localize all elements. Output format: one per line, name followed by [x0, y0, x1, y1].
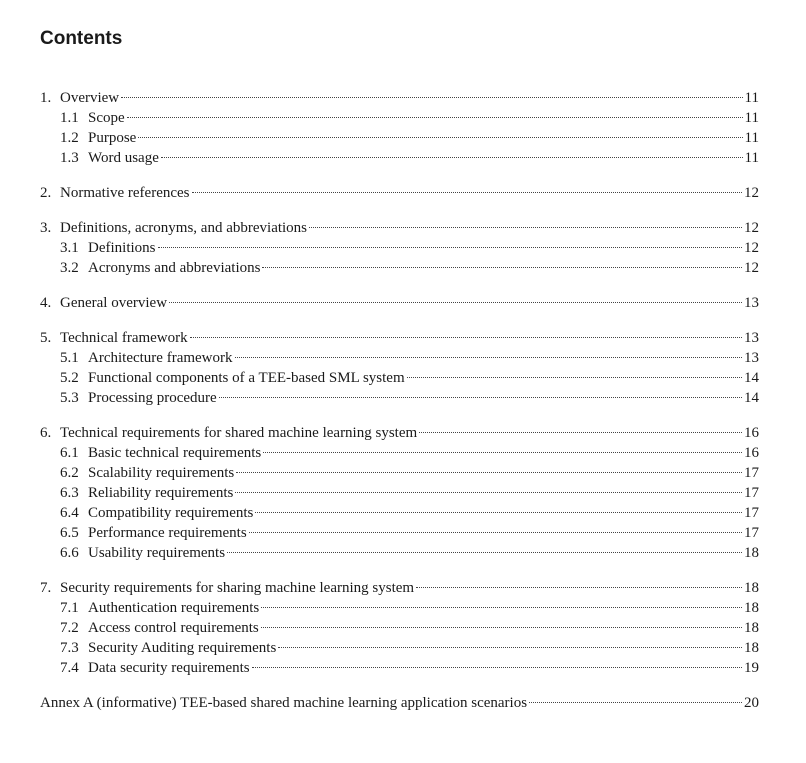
- toc-subentry[interactable]: [40, 543, 759, 563]
- toc-entry-number: 7.: [40, 580, 52, 596]
- toc-page-number: 14: [744, 370, 759, 386]
- toc-subentry[interactable]: [40, 388, 759, 408]
- dot-leader: [190, 337, 742, 338]
- toc-page-number: 12: [744, 185, 759, 201]
- toc-page-number: 18: [744, 545, 759, 561]
- toc-entry-number: 1.1: [60, 110, 79, 126]
- toc-entry-title: Acronyms and abbreviations: [88, 260, 261, 276]
- toc-entry-number: 6.6: [60, 545, 79, 561]
- toc-entry-number: 7.4: [60, 660, 79, 676]
- toc-annex-entry[interactable]: [40, 693, 759, 713]
- toc-entry-number: 3.: [40, 220, 52, 236]
- toc-entry-number: 6.2: [60, 465, 79, 481]
- toc-entry-title: Technical framework: [60, 330, 188, 346]
- toc-page-number: 13: [744, 330, 759, 346]
- toc-entry-number: 6.: [40, 425, 52, 441]
- toc-page-number: 11: [744, 150, 759, 166]
- toc-page-number: 17: [744, 525, 759, 541]
- dot-leader: [158, 247, 743, 248]
- toc-entry-title: Definitions: [88, 240, 156, 256]
- toc-subentry[interactable]: [40, 638, 759, 658]
- dot-leader: [235, 492, 742, 493]
- toc-entry-number: 3.2: [60, 260, 79, 276]
- toc-entry-number: 5.: [40, 330, 52, 346]
- toc-entry-title: Definitions, acronyms, and abbreviations: [60, 220, 308, 236]
- toc-entry-number: 3.1: [60, 240, 79, 256]
- dot-leader: [262, 267, 742, 268]
- toc-entry-title: Data security requirements: [88, 660, 250, 676]
- toc-entry-title: Basic technical requirements: [88, 445, 262, 461]
- toc-section: [40, 88, 759, 168]
- toc-subentry[interactable]: [40, 658, 759, 678]
- dot-leader: [261, 627, 742, 628]
- toc-page-number: 12: [744, 220, 759, 236]
- dot-leader: [261, 607, 742, 608]
- toc-subentry[interactable]: [40, 258, 759, 278]
- toc-subentry[interactable]: [40, 503, 759, 523]
- toc-section: [40, 423, 759, 563]
- toc-entry[interactable]: [40, 218, 759, 238]
- toc-subentry[interactable]: [40, 443, 759, 463]
- dot-leader: [138, 137, 742, 138]
- toc-page-number: 18: [744, 600, 759, 616]
- toc-page-number: 19: [744, 660, 759, 676]
- dot-leader: [249, 532, 742, 533]
- toc-subentry[interactable]: [40, 348, 759, 368]
- toc-entry[interactable]: [40, 328, 759, 348]
- toc-entry-title: Word usage: [88, 150, 159, 166]
- toc-page-number: 17: [744, 465, 759, 481]
- page-title: Contents: [40, 28, 123, 49]
- toc-page-number: 13: [744, 295, 759, 311]
- toc-entry-title: Scope: [88, 110, 125, 126]
- toc-entry-title: Architecture framework: [88, 350, 233, 366]
- toc-entry-title: Performance requirements: [88, 525, 247, 541]
- toc-page-number: 16: [744, 425, 759, 441]
- toc-section: [40, 328, 759, 408]
- toc-entry-number: 4.: [40, 295, 52, 311]
- dot-leader: [263, 452, 742, 453]
- dot-leader: [169, 302, 742, 303]
- toc-subentry[interactable]: [40, 463, 759, 483]
- toc-entry-number: 6.3: [60, 485, 79, 501]
- toc-subentry[interactable]: [40, 108, 759, 128]
- dot-leader: [309, 227, 742, 228]
- toc-page-number: 18: [744, 620, 759, 636]
- toc-page-number: 18: [744, 640, 759, 656]
- toc-page-number: 20: [744, 695, 759, 711]
- toc-page-number: 18: [744, 580, 759, 596]
- toc-page-number: 11: [744, 110, 759, 126]
- toc-entry-number: 1.2: [60, 130, 79, 146]
- dot-leader: [252, 667, 742, 668]
- toc-entry-number: 7.3: [60, 640, 79, 656]
- toc-page-number: 11: [744, 90, 759, 106]
- toc-section: [40, 578, 759, 678]
- toc-page-number: 14: [744, 390, 759, 406]
- toc-entry-number: 7.1: [60, 600, 79, 616]
- toc-entry-title: Authentication requirements: [88, 600, 260, 616]
- dot-leader: [121, 97, 742, 98]
- dot-leader: [416, 587, 742, 588]
- dot-leader: [161, 157, 743, 158]
- dot-leader: [227, 552, 742, 553]
- dot-leader: [278, 647, 742, 648]
- toc-page-number: 16: [744, 445, 759, 461]
- toc-entry-number: 6.4: [60, 505, 79, 521]
- toc-entry-title: Processing procedure: [88, 390, 217, 406]
- toc-entry[interactable]: [40, 88, 759, 108]
- dot-leader: [235, 357, 742, 358]
- toc-page-number: 12: [744, 260, 759, 276]
- toc-entry-number: 5.2: [60, 370, 79, 386]
- toc-entry[interactable]: [40, 423, 759, 443]
- toc-subentry[interactable]: [40, 618, 759, 638]
- toc-subentry[interactable]: [40, 128, 759, 148]
- toc-entry-title: Compatibility requirements: [88, 505, 254, 521]
- toc-entry-title: Security Auditing requirements: [88, 640, 277, 656]
- toc-page-number: 17: [744, 505, 759, 521]
- toc-page-number: 12: [744, 240, 759, 256]
- toc-entry[interactable]: [40, 183, 759, 203]
- toc-entry-title: Technical requirements for shared machine learning system: [60, 425, 418, 441]
- toc-entry-number: 5.1: [60, 350, 79, 366]
- toc-entry-number: 2.: [40, 185, 52, 201]
- toc-subentry[interactable]: [40, 523, 759, 543]
- toc-entry-title: Annex A (informative) TEE-based shared machine learning application scenarios: [40, 695, 528, 711]
- toc-entry-number: 5.3: [60, 390, 79, 406]
- toc-entry-title: Access control requirements: [88, 620, 259, 636]
- toc-section: [40, 218, 759, 278]
- toc-entry-title: Scalability requirements: [88, 465, 235, 481]
- toc-page-number: 11: [744, 130, 759, 146]
- dot-leader: [219, 397, 742, 398]
- toc-subentry[interactable]: [40, 483, 759, 503]
- dot-leader: [255, 512, 742, 513]
- toc-section: [40, 693, 759, 713]
- dot-leader: [127, 117, 743, 118]
- toc-entry-title: Security requirements for sharing machine learning system: [60, 580, 415, 596]
- toc-subentry[interactable]: [40, 148, 759, 168]
- table-of-contents: [40, 88, 759, 728]
- dot-leader: [419, 432, 742, 433]
- dot-leader: [236, 472, 742, 473]
- toc-subentry[interactable]: [40, 598, 759, 618]
- toc-entry[interactable]: [40, 293, 759, 313]
- toc-entry-number: 6.5: [60, 525, 79, 541]
- dot-leader: [529, 702, 742, 703]
- toc-entry-number: 7.2: [60, 620, 79, 636]
- dot-leader: [192, 192, 742, 193]
- toc-entry-title: Purpose: [88, 130, 137, 146]
- toc-section: [40, 183, 759, 203]
- toc-entry-title: Overview: [60, 90, 120, 106]
- toc-entry[interactable]: [40, 578, 759, 598]
- toc-entry-number: 1.: [40, 90, 52, 106]
- toc-entry-number: 1.3: [60, 150, 79, 166]
- toc-page-number: 17: [744, 485, 759, 501]
- toc-subentry[interactable]: [40, 368, 759, 388]
- toc-entry-title: Functional components of a TEE-based SML system: [88, 370, 405, 386]
- toc-subentry[interactable]: [40, 238, 759, 258]
- toc-entry-title: General overview: [60, 295, 168, 311]
- toc-entry-title: Normative references: [60, 185, 190, 201]
- toc-section: [40, 293, 759, 313]
- toc-page-number: 13: [744, 350, 759, 366]
- toc-entry-title: Reliability requirements: [88, 485, 234, 501]
- dot-leader: [407, 377, 742, 378]
- toc-entry-number: 6.1: [60, 445, 79, 461]
- toc-entry-title: Usability requirements: [88, 545, 226, 561]
